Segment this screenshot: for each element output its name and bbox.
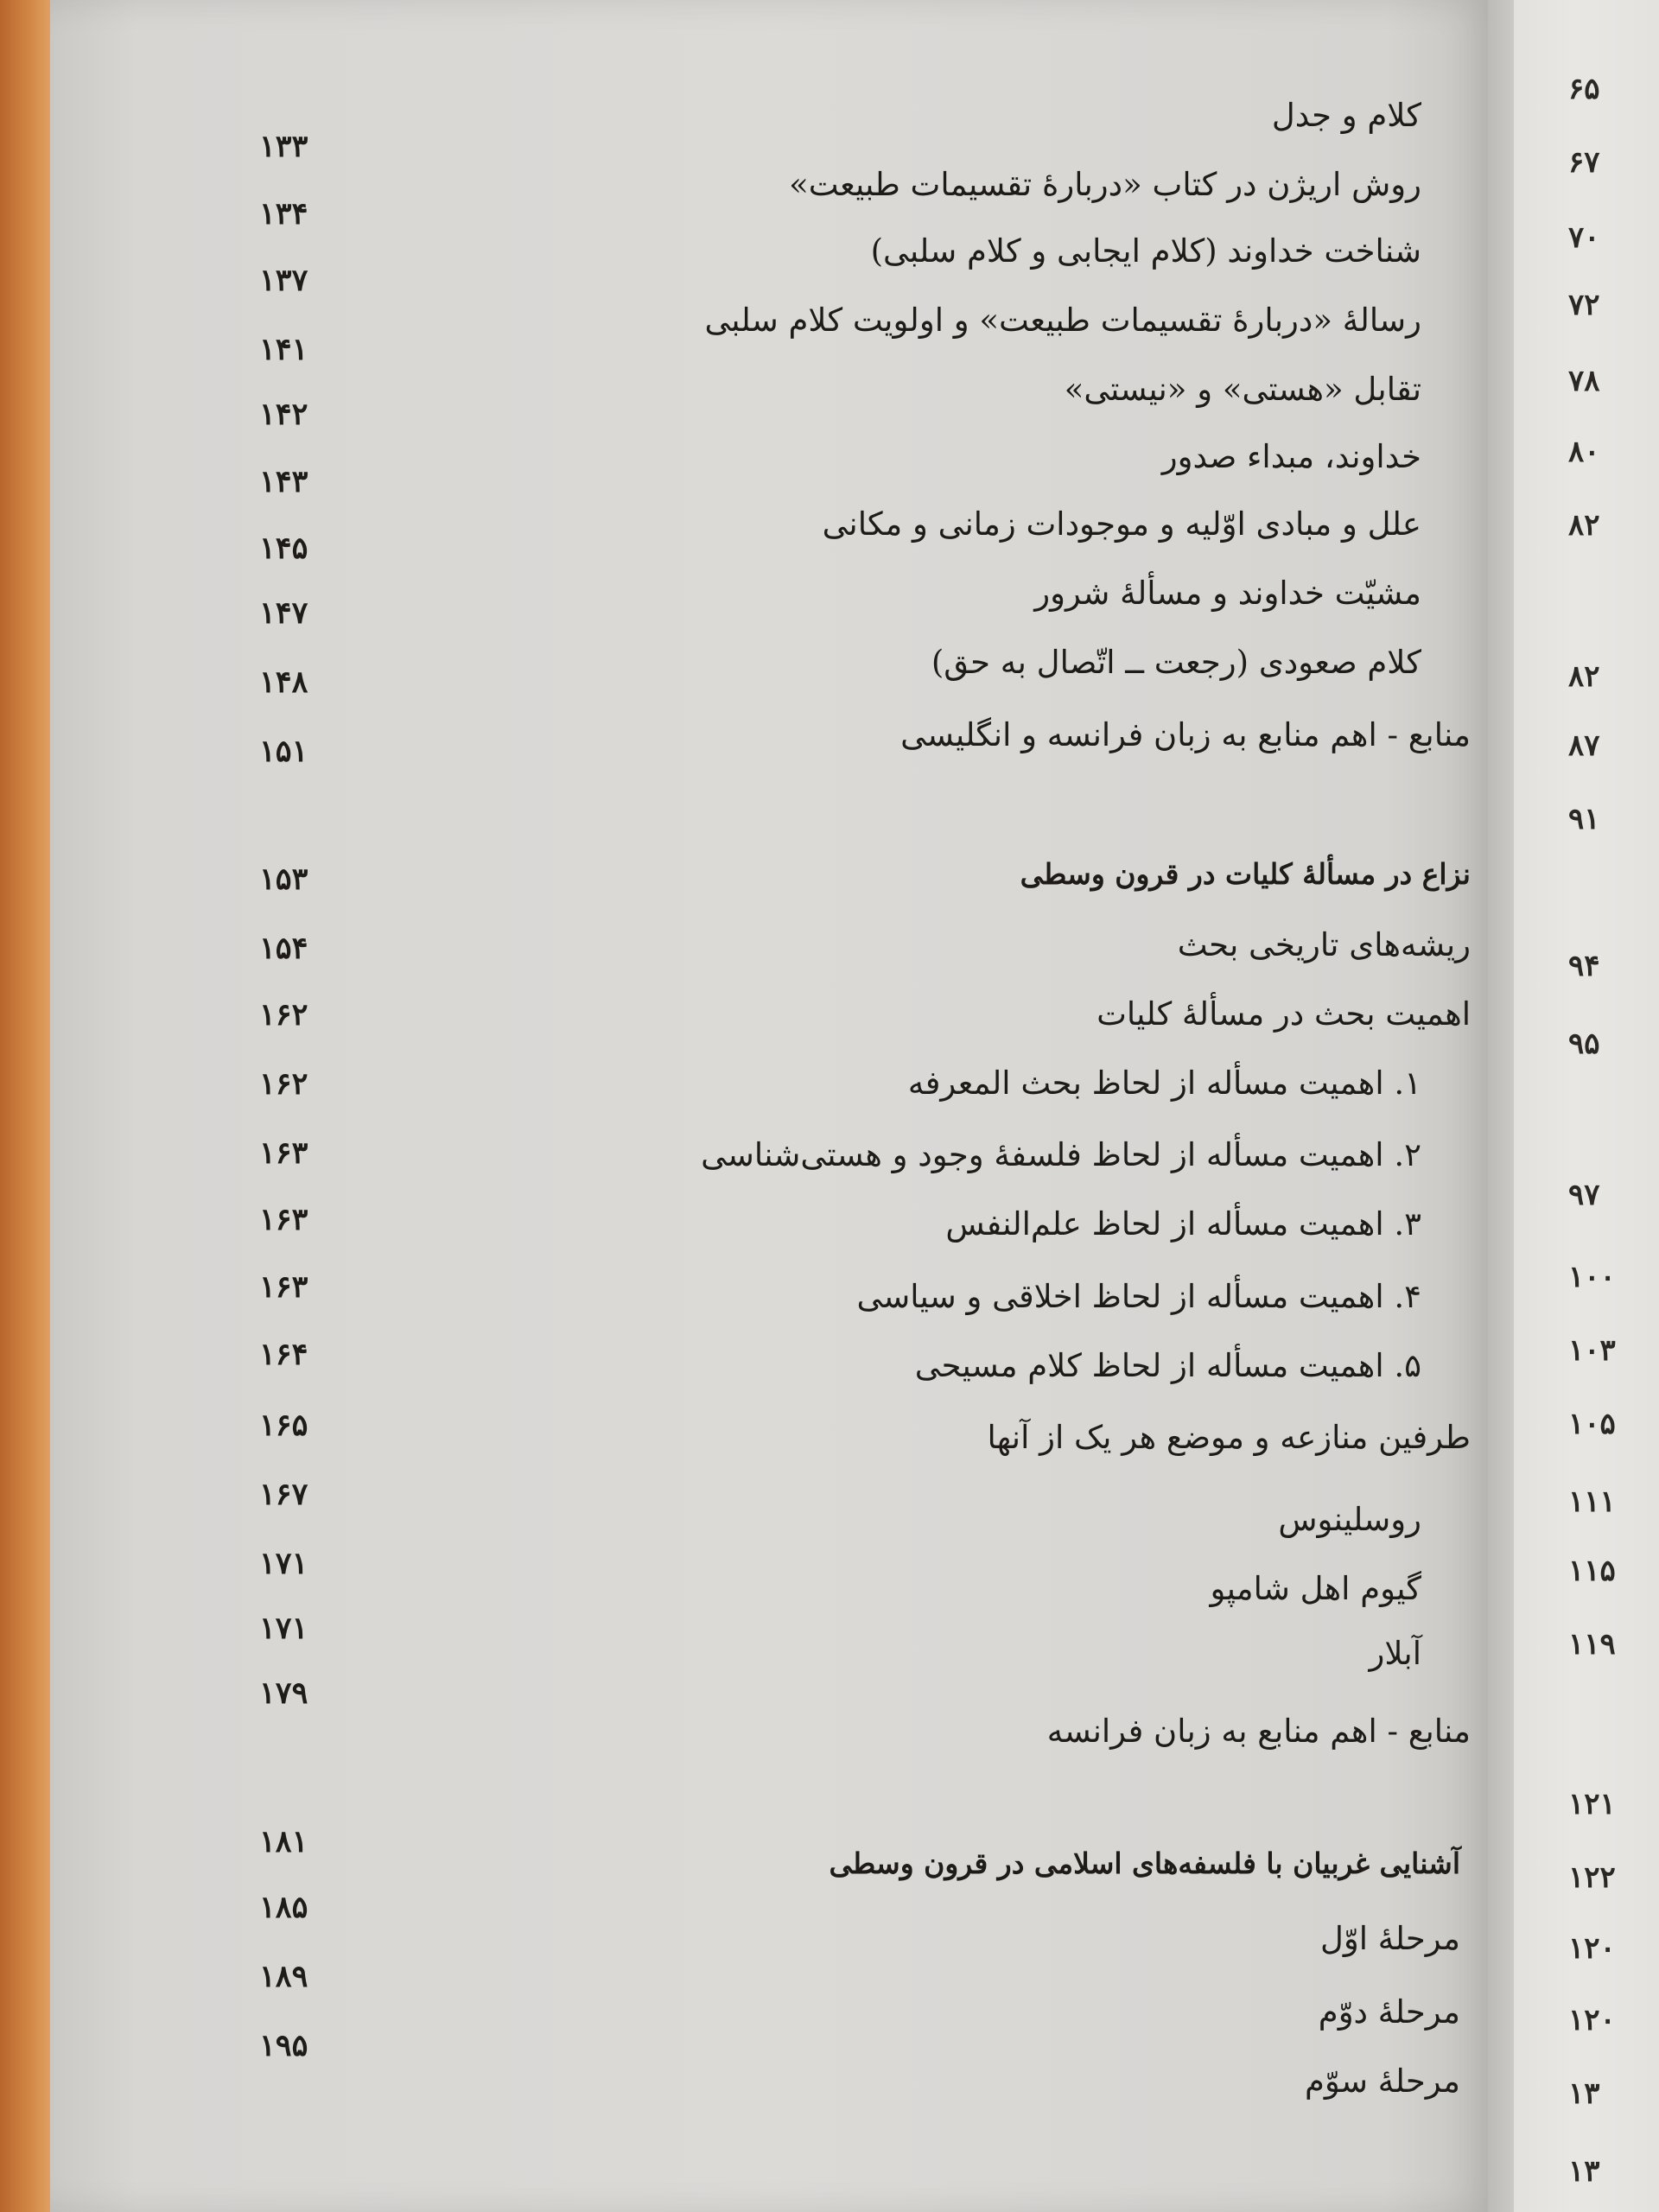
toc-entry-title: علل و مبادی اوّلیه و موجودات زمانی و مکانی	[822, 505, 1421, 543]
toc-entry-title: مرحلهٔ دوّم	[1318, 1993, 1460, 2031]
facing-page-number: ۷۲	[1568, 288, 1600, 322]
facing-page-number: ۱۲۰	[1568, 1931, 1616, 1966]
toc-entry-title: طرفین منازعه و موضع هر یک از آنها	[987, 1419, 1471, 1456]
toc-entry-page: ۱۹۵	[259, 2028, 308, 2063]
toc-entry-page: ۱۳۷	[259, 263, 308, 298]
facing-page-number: ۱۰۳	[1568, 1333, 1616, 1368]
toc-entry-title: خداوند، مبداء صدور	[1161, 438, 1421, 475]
toc-entry-title: ۱. اهمیت مسأله از لحاظ بحث المعرفه	[907, 1065, 1421, 1102]
facing-page-number: ۱۱۱	[1568, 1484, 1616, 1519]
facing-page-number: ۷۸	[1568, 364, 1600, 398]
toc-entry-page: ۱۵۴	[259, 931, 308, 966]
toc-entry-title: آشنایی غربیان با فلسفه‌های اسلامی در قرون وسطی	[829, 1847, 1460, 1880]
facing-page-number: ۶۷	[1568, 145, 1600, 180]
toc-entry-title: اهمیت بحث در مسألهٔ کلیات	[1096, 995, 1471, 1033]
facing-page-number: ۱۱۵	[1568, 1554, 1616, 1588]
facing-page-number: ۱۱۹	[1568, 1627, 1616, 1662]
toc-entry-page: ۱۸۱	[259, 1824, 308, 1859]
facing-page-number: ۸۲	[1568, 659, 1600, 694]
facing-page-number: ۹۷	[1568, 1178, 1600, 1212]
toc-entry-title: منابع - اهم منابع به زبان فرانسه و انگلیسی	[900, 716, 1471, 753]
facing-page-number: ۸۲	[1568, 508, 1600, 543]
facing-page-number: ۱۲۰	[1568, 2003, 1616, 2037]
toc-entry-page: ۱۶۴	[259, 1337, 308, 1372]
toc-entry-page: ۱۶۵	[259, 1408, 308, 1443]
toc-entry-page: ۱۶۳	[259, 1135, 308, 1171]
facing-page-number: ۱۰۰	[1568, 1260, 1616, 1294]
toc-entry-page: ۱۳۴	[259, 196, 308, 232]
toc-entry-page: ۱۷۱	[259, 1546, 308, 1581]
toc-entry-page: ۱۶۲	[259, 1066, 308, 1102]
toc-entry-page: ۱۸۵	[259, 1890, 308, 1925]
facing-page-number: ۱۰۵	[1568, 1407, 1616, 1441]
facing-page-number: ۹۱	[1568, 802, 1600, 836]
toc-entry-page: ۱۶۳	[259, 1269, 308, 1305]
toc-entry-page: ۱۴۱	[259, 332, 308, 367]
facing-page-number: ۹۵	[1568, 1027, 1600, 1061]
toc-entry-title: نزاع در مسألهٔ کلیات در قرون وسطی	[1020, 857, 1471, 891]
toc-entry-title: ۴. اهمیت مسأله از لحاظ اخلاقی و سیاسی	[856, 1278, 1421, 1315]
toc-entry-title: روش اریژن در کتاب «دربارهٔ تقسیمات طبیعت»	[789, 166, 1421, 203]
toc-entry-title: مرحلهٔ اوّل	[1320, 1920, 1460, 1957]
facing-page-number: ۱۳	[1568, 2154, 1600, 2189]
toc-entry-title: ۲. اهمیت مسأله از لحاظ فلسفهٔ وجود و هستی‌شناسی	[701, 1136, 1421, 1173]
facing-page-number: ۱۲۲	[1568, 1860, 1616, 1895]
toc-entry-page: ۱۴۳	[259, 464, 308, 499]
toc-entry-title: کلام صعودی (رجعت ــ اتّصال به حق)	[931, 644, 1421, 681]
toc-entry-page: ۱۶۷	[259, 1477, 308, 1512]
toc-entry-page: ۱۴۸	[259, 664, 308, 700]
toc-entry-title: ۳. اهمیت مسأله از لحاظ علم‌النفس	[945, 1205, 1421, 1243]
facing-page-number: ۹۴	[1568, 949, 1600, 983]
toc-entry-title: آبلار	[1369, 1635, 1421, 1672]
facing-page-number: ۸۰	[1568, 435, 1600, 469]
toc-entry-page: ۱۶۲	[259, 997, 308, 1033]
facing-page-number: ۶۵	[1568, 72, 1600, 106]
toc-entry-page: ۱۴۲	[259, 397, 308, 432]
toc-entry-title: مرحلهٔ سوّم	[1305, 2063, 1460, 2100]
toc-entry-page: ۱۴۵	[259, 531, 308, 566]
toc-entry-title: کلام و جدل	[1271, 97, 1421, 134]
table-surface	[0, 0, 54, 2212]
facing-page-number: ۸۷	[1568, 728, 1600, 763]
toc-entry-page: ۱۵۱	[259, 734, 308, 769]
toc-entry-title: تقابل «هستی» و «نیستی»	[1064, 371, 1421, 408]
toc-entry-title: مشیّت خداوند و مسألهٔ شرور	[1034, 575, 1421, 612]
toc-entry-page: ۱۷۱	[259, 1611, 308, 1646]
toc-entry-page: ۱۴۷	[259, 595, 308, 631]
facing-page-number: ۷۰	[1568, 220, 1600, 255]
toc-entry-title: روسلینوس	[1278, 1501, 1421, 1538]
toc-entry-title: منابع - اهم منابع به زبان فرانسه	[1046, 1713, 1471, 1750]
toc-entry-page: ۱۳۳	[259, 129, 308, 164]
toc-entry-page: ۱۷۹	[259, 1675, 308, 1711]
toc-entry-page: ۱۸۹	[259, 1959, 308, 1994]
toc-entry-page: ۱۵۳	[259, 861, 308, 897]
facing-page-number: ۱۲۱	[1568, 1787, 1616, 1821]
toc-entry-page: ۱۶۳	[259, 1202, 308, 1237]
facing-page-number: ۱۳	[1568, 2076, 1600, 2111]
toc-entry-title: رسالهٔ «دربارهٔ تقسیمات طبیعت» و اولویت کلام سلبی	[704, 302, 1421, 339]
toc-entry-title: ریشه‌های تاریخی بحث	[1177, 926, 1471, 963]
toc-entry-title: شناخت خداوند (کلام ایجابی و کلام سلبی)	[870, 232, 1421, 270]
toc-entry-title: گیوم اهل شامپو	[1210, 1570, 1421, 1607]
toc-entry-title: ۵. اهمیت مسأله از لحاظ کلام مسیحی	[914, 1347, 1421, 1384]
